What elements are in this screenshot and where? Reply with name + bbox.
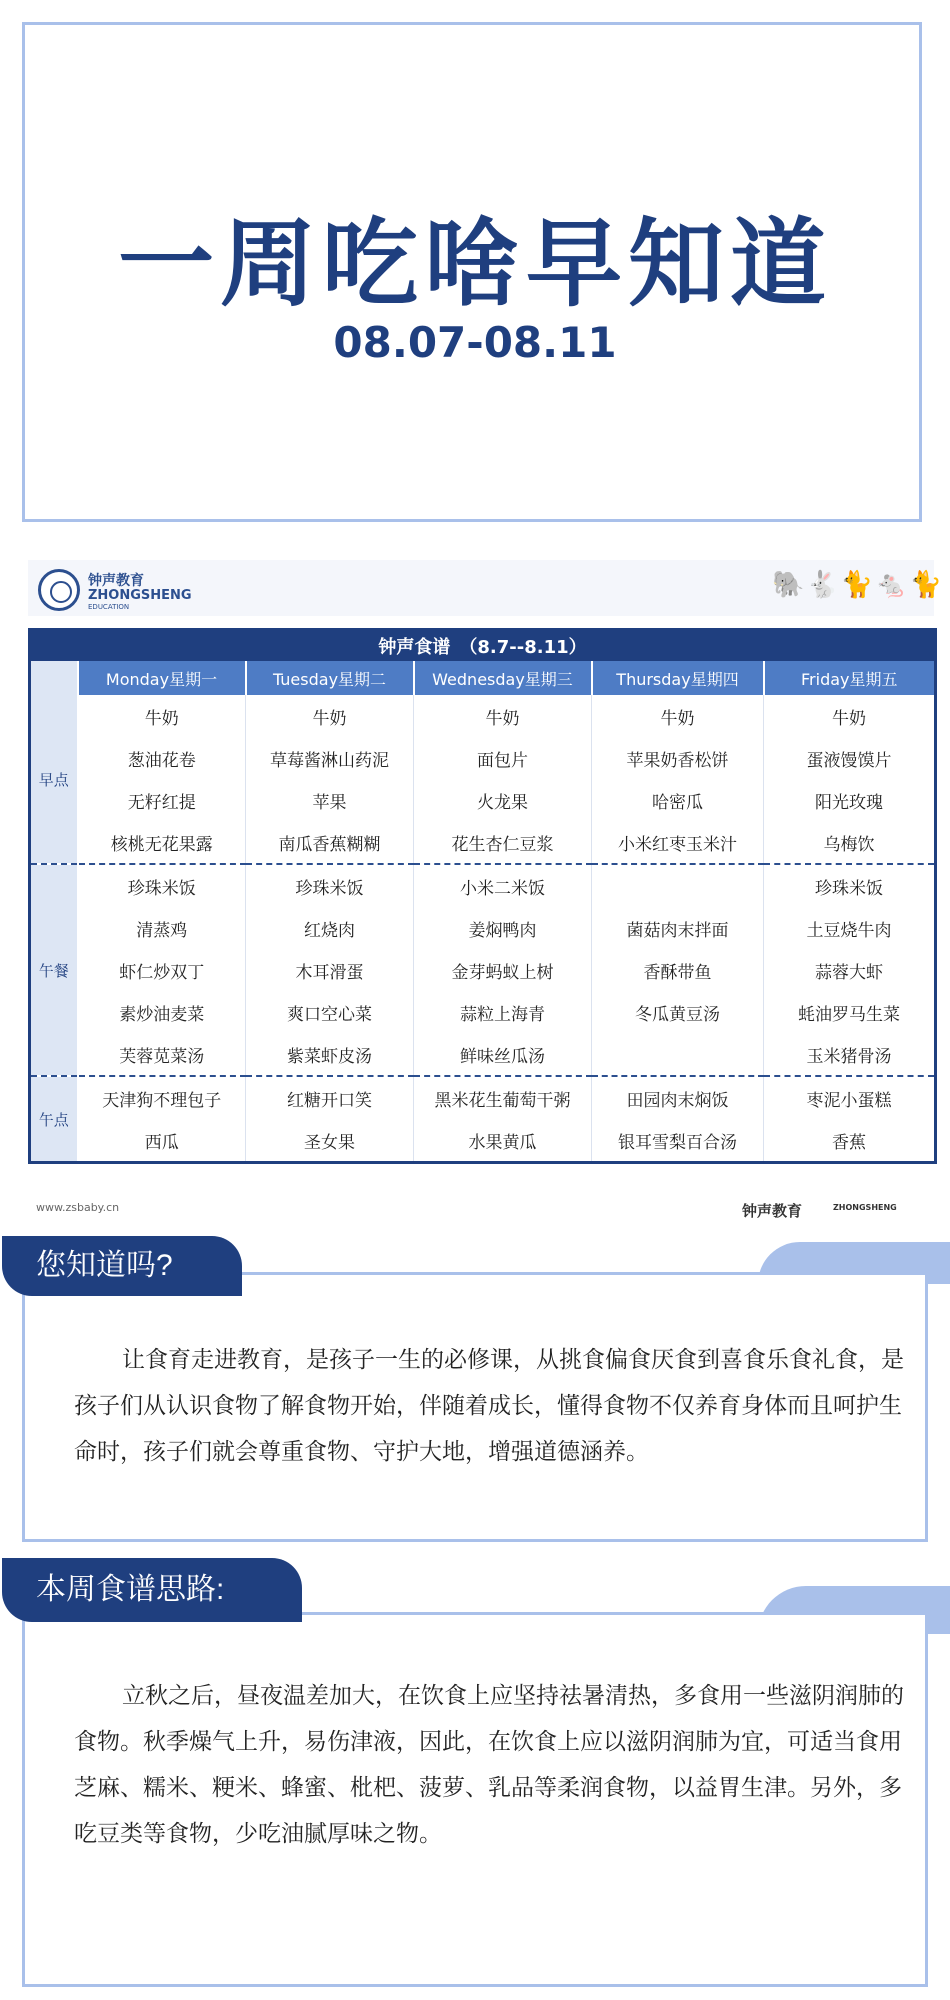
date-range: 08.07-08.11 — [333, 318, 617, 367]
menu-cell: 红烧肉 — [246, 907, 414, 949]
menu-cell: 苹果 — [246, 779, 414, 821]
menu-cell: 珍珠米饭 — [246, 864, 414, 907]
menu-table — [28, 628, 937, 1164]
site-url: www.zsbaby.cn — [36, 1201, 120, 1214]
menu-row — [30, 864, 936, 907]
menu-cell — [592, 1033, 764, 1076]
menu-cell: 香酥带鱼 — [592, 949, 764, 991]
day-header: Monday星期一 — [78, 661, 246, 695]
menu-cell: 核桃无花果露 — [78, 821, 246, 864]
menu-cell: 蛋液馒馍片 — [764, 737, 936, 779]
menu-cell: 菌菇肉末拌面 — [592, 907, 764, 949]
menu-cell: 哈密瓜 — [592, 779, 764, 821]
menu-cell: 田园肉末焖饭 — [592, 1076, 764, 1119]
menu-cell: 香蕉 — [764, 1119, 936, 1163]
menu-cell: 黑米花生葡萄干粥 — [414, 1076, 592, 1119]
meal-label: 午点 — [30, 1076, 78, 1163]
menu-cell: 木耳滑蛋 — [246, 949, 414, 991]
menu-cell: 苹果奶香松饼 — [592, 737, 764, 779]
menu-cell: 红糖开口笑 — [246, 1076, 414, 1119]
school-emblem-icon — [38, 569, 80, 611]
menu-cell: 天津狗不理包子 — [78, 1076, 246, 1119]
corner-cell — [30, 661, 78, 695]
menu-cell: 土豆烧牛肉 — [764, 907, 936, 949]
menu-cell: 牛奶 — [592, 695, 764, 737]
day-header-row — [30, 661, 936, 695]
meal-label: 午餐 — [30, 864, 78, 1076]
menu-cell: 姜焖鸭肉 — [414, 907, 592, 949]
menu-cell: 冬瓜黄豆汤 — [592, 991, 764, 1033]
menu-cell: 葱油花卷 — [78, 737, 246, 779]
logo-text-sub: EDUCATION — [88, 603, 130, 611]
menu-cell: 花生杏仁豆浆 — [414, 821, 592, 864]
menu-cell — [592, 864, 764, 907]
menu-cell: 银耳雪梨百合汤 — [592, 1119, 764, 1163]
menu-row — [30, 1076, 936, 1119]
logo-text-cn: 钟声教育 — [88, 573, 144, 589]
menu-cell: 牛奶 — [764, 695, 936, 737]
menu-row — [30, 949, 936, 991]
menu-row — [30, 1033, 936, 1076]
section-paragraph: 立秋之后，昼夜温差加大，在饮食上应坚持祛暑清热，多食用一些滋阴润肺的食物。秋季燥气上升，易伤津液，因此，在饮食上应以滋阴润肺为宜，可适当食用芝麻、糯米、粳米、蜂蜜、枇杷、菠萝、乳品等柔润食物，以益胃生津。另外，多吃豆类等食物，少吃油腻厚味之物。 — [74, 1682, 904, 1846]
menu-cell: 紫菜虾皮汤 — [246, 1033, 414, 1076]
day-header: Tuesday星期二 — [246, 661, 414, 695]
menu-row — [30, 907, 936, 949]
menu-cell: 虾仁炒双丁 — [78, 949, 246, 991]
menu-row — [30, 737, 936, 779]
page-title: 一周吃啥早知道 — [118, 208, 832, 320]
day-header: Thursday星期四 — [592, 661, 764, 695]
menu-cell: 西瓜 — [78, 1119, 246, 1163]
menu-cell: 蒜粒上海青 — [414, 991, 592, 1033]
menu-title-row — [30, 630, 936, 662]
day-header: Friday星期五 — [764, 661, 936, 695]
menu-cell: 蒜蓉大虾 — [764, 949, 936, 991]
menu-cell: 珍珠米饭 — [78, 864, 246, 907]
footer-brand-en: ZHONGSHENG — [833, 1203, 897, 1212]
footer-brand: 钟声教育 — [742, 1202, 803, 1220]
meal-label: 早点 — [30, 695, 78, 864]
menu-cell: 清蒸鸡 — [78, 907, 246, 949]
menu-row — [30, 1119, 936, 1163]
menu-cell: 小米红枣玉米汁 — [592, 821, 764, 864]
logo-text-en: ZHONGSHENG — [88, 588, 192, 603]
menu-cell: 火龙果 — [414, 779, 592, 821]
menu-row — [30, 779, 936, 821]
animals-decoration-icon: 🐘🐇🐈🐁🐈 — [772, 570, 944, 600]
menu-row — [30, 991, 936, 1033]
menu-cell: 金芽蚂蚁上树 — [414, 949, 592, 991]
menu-cell: 水果黄瓜 — [414, 1119, 592, 1163]
menu-cell: 南瓜香蕉糊糊 — [246, 821, 414, 864]
menu-cell: 阳光玫瑰 — [764, 779, 936, 821]
menu-cell: 蚝油罗马生菜 — [764, 991, 936, 1033]
section-heading: 本周食谱思路: — [2, 1558, 302, 1622]
section-heading: 您知道吗? — [2, 1236, 242, 1296]
menu-cell: 面包片 — [414, 737, 592, 779]
menu-cell: 枣泥小蛋糕 — [764, 1076, 936, 1119]
menu-cell: 牛奶 — [78, 695, 246, 737]
menu-cell: 素炒油麦菜 — [78, 991, 246, 1033]
menu-cell: 乌梅饮 — [764, 821, 936, 864]
menu-cell: 玉米猪骨汤 — [764, 1033, 936, 1076]
section-paragraph: 让食育走进教育，是孩子一生的必修课，从挑食偏食厌食到喜食乐食礼食，是孩子们从认识食物了解食物开始，伴随着成长，懂得食物不仅养育身体而且呵护生命时，孩子们就会尊重食物、守护大地，增强道德涵养。 — [74, 1346, 904, 1464]
menu-cell: 牛奶 — [246, 695, 414, 737]
menu-cell: 牛奶 — [414, 695, 592, 737]
menu-cell: 圣女果 — [246, 1119, 414, 1163]
menu-row — [30, 821, 936, 864]
menu-row — [30, 695, 936, 737]
menu-cell: 草莓酱淋山药泥 — [246, 737, 414, 779]
menu-cell: 芙蓉苋菜汤 — [78, 1033, 246, 1076]
menu-cell: 珍珠米饭 — [764, 864, 936, 907]
menu-cell: 鲜味丝瓜汤 — [414, 1033, 592, 1076]
menu-cell: 爽口空心菜 — [246, 991, 414, 1033]
menu-cell: 小米二米饭 — [414, 864, 592, 907]
menu-cell: 无籽红提 — [78, 779, 246, 821]
day-header: Wednesday星期三 — [414, 661, 592, 695]
menu-title: 钟声食谱 （8.7--8.11） — [30, 630, 936, 662]
